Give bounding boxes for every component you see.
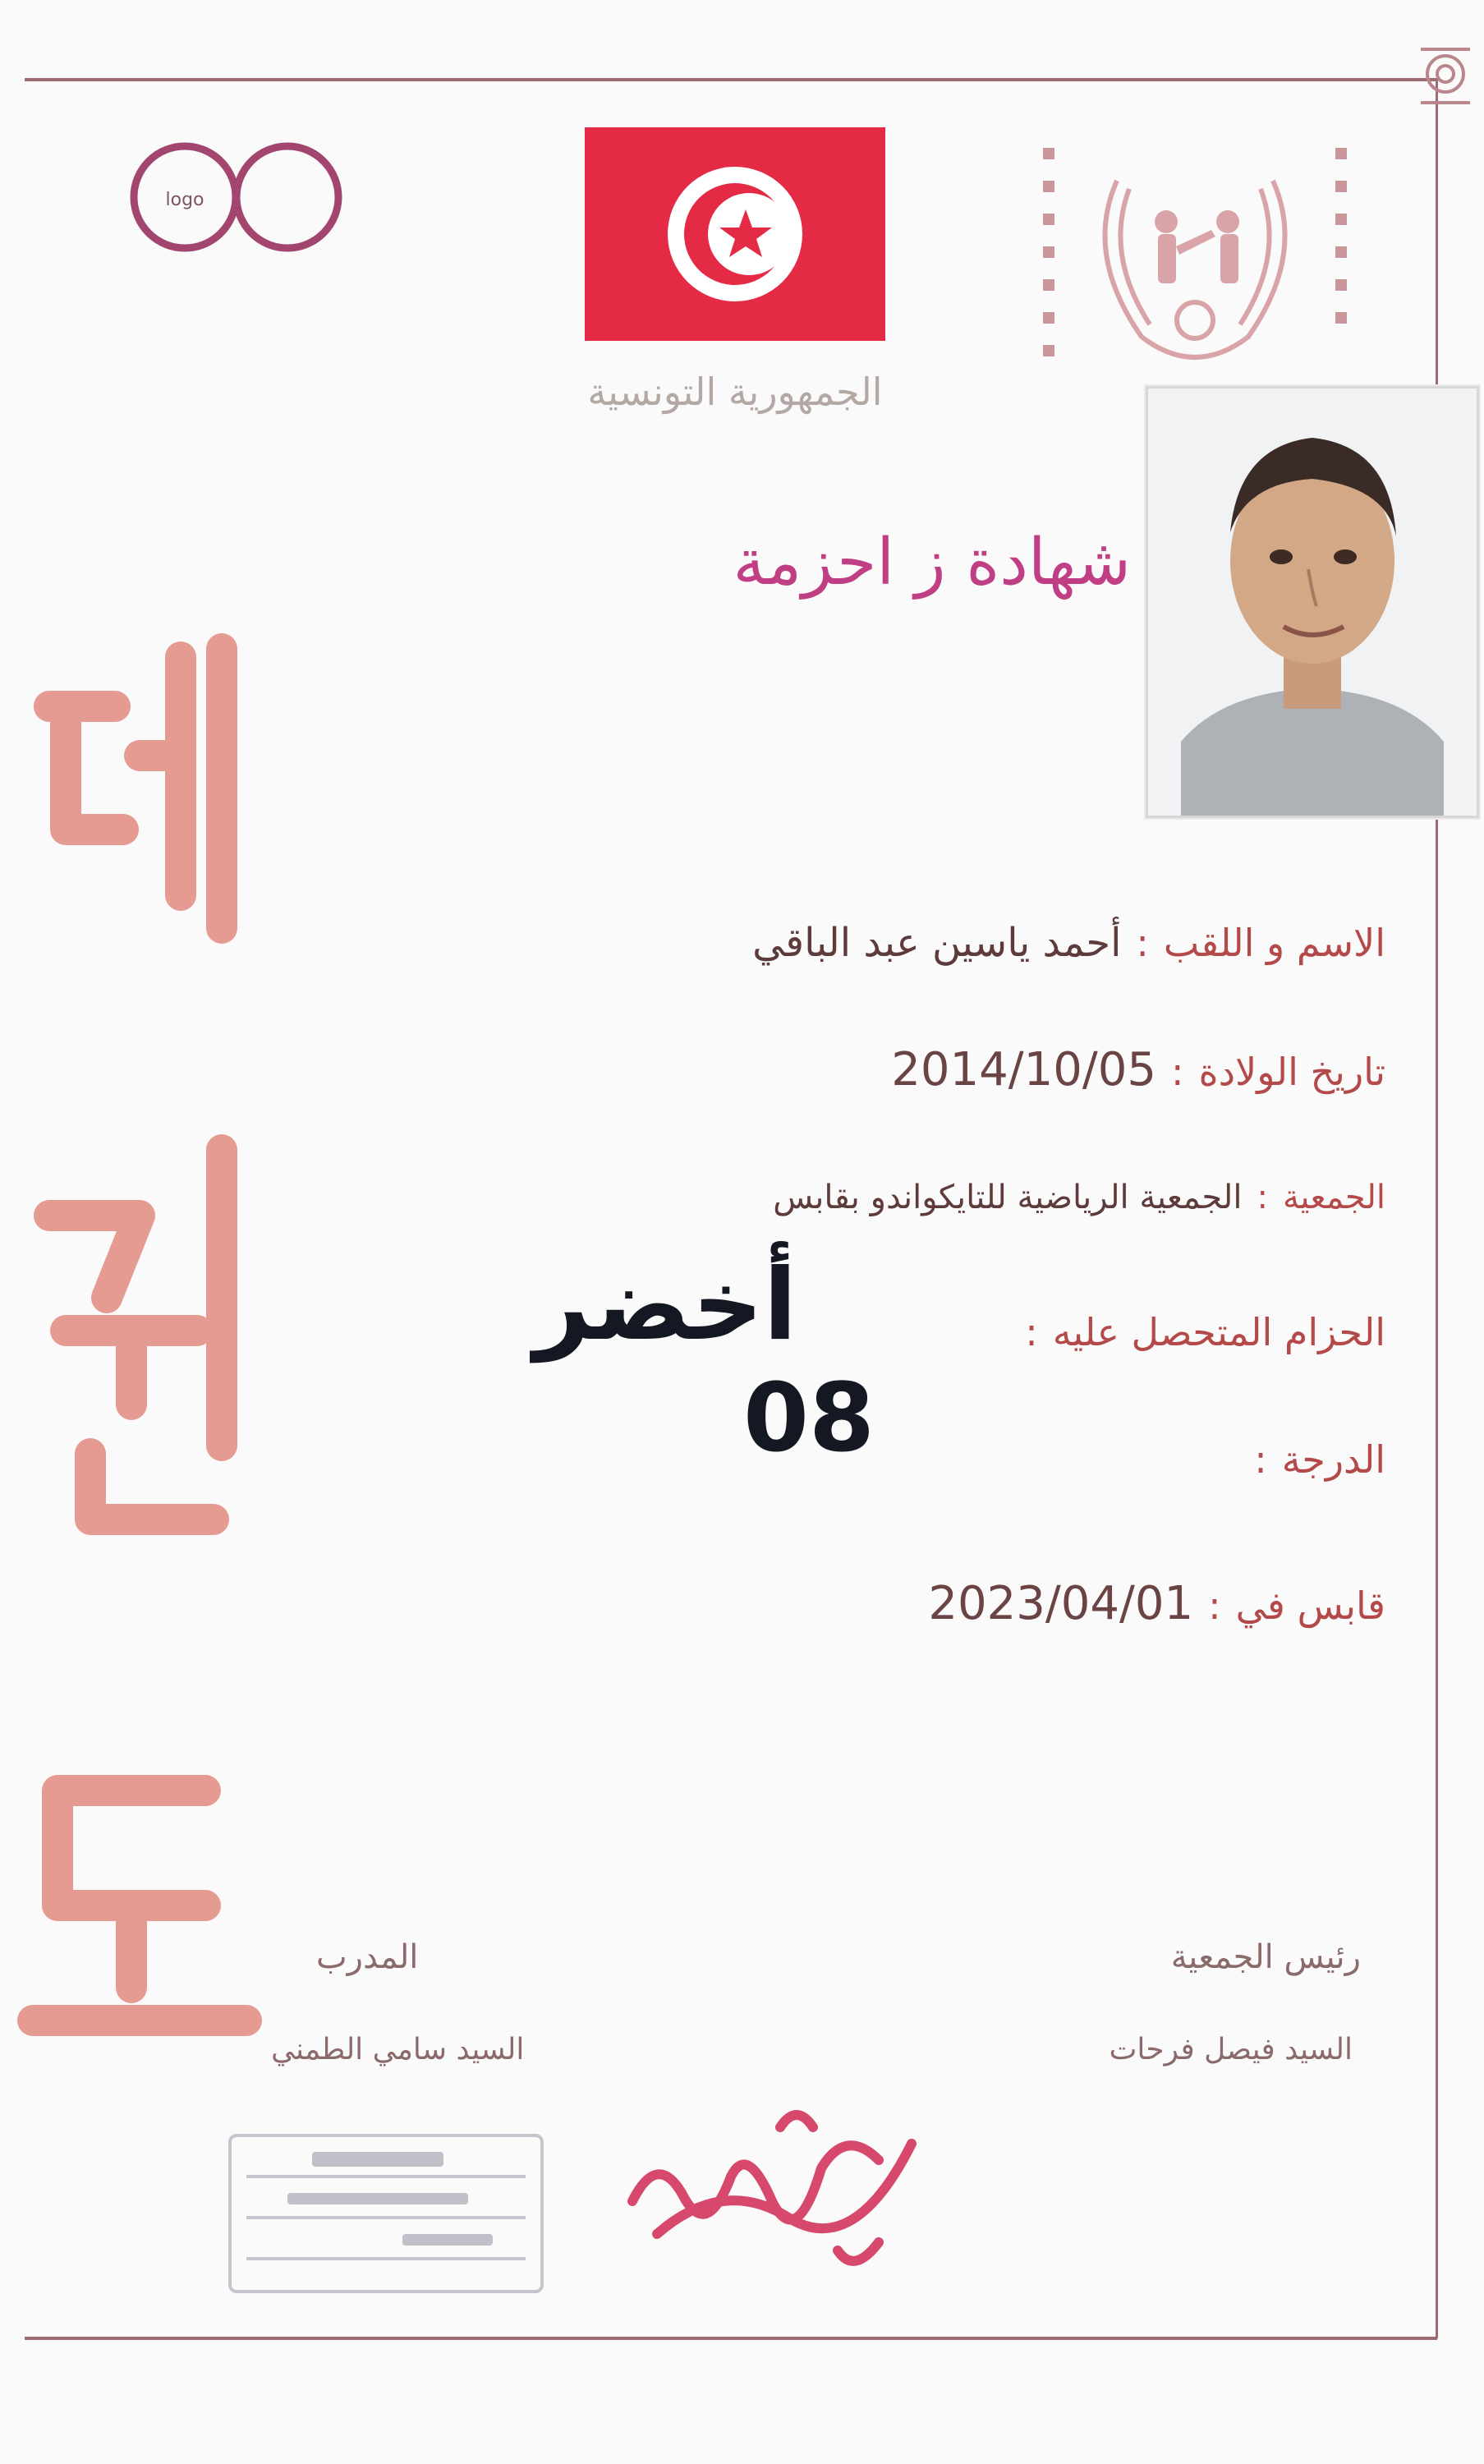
field-belt-label: الحزام المتحصل عليه [1052, 1310, 1385, 1354]
field-belt-value: أخضر [534, 1248, 797, 1363]
tunisia-flag [585, 127, 885, 341]
field-birthdate-label: تاريخ الولادة [1198, 1050, 1385, 1094]
field-name-value: أحمد ياسين عبد الباقي [752, 920, 1122, 966]
field-place-date-label: قابس في [1235, 1584, 1385, 1628]
field-birthdate [891, 1043, 1385, 1096]
colon: : [1136, 921, 1149, 965]
field-place-date-value: 2023/04/01 [928, 1577, 1194, 1630]
taekwondo-federation-emblem-icon [1027, 131, 1363, 394]
field-club-value: الجمعية الرياضية للتايكواندو بقابس [773, 1179, 1243, 1216]
bottom-border-rule [25, 2337, 1437, 2340]
svg-text:logo: logo [165, 190, 204, 210]
colon: : [1170, 1050, 1184, 1094]
president-title: رئيس الجمعية [1170, 1938, 1361, 1976]
coach-title: المدرب [316, 1938, 419, 1976]
official-stamp [214, 2127, 558, 2300]
colon: : [1025, 1310, 1038, 1354]
field-belt [1010, 1310, 1385, 1354]
field-grade-value: 08 [743, 1363, 875, 1473]
student-photo [1146, 386, 1479, 818]
field-name-label: الاسم و اللقب [1163, 921, 1385, 965]
field-grade [1239, 1437, 1385, 1482]
certificate-title: شهادة ز احزمة [733, 526, 1131, 600]
top-border-rule [25, 78, 1437, 81]
field-birthdate-value: 2014/10/05 [891, 1043, 1156, 1096]
portrait-image [1148, 388, 1477, 816]
coach-name: السيد سامي الطمني [271, 2033, 525, 2066]
colon: : [1254, 1437, 1267, 1482]
president-name: السيد فيصل فرحات [1109, 2033, 1353, 2066]
field-club [773, 1179, 1385, 1216]
field-grade-label: الدرجة [1281, 1437, 1385, 1482]
taekwondo-korean-calligraphy [16, 624, 263, 2144]
field-name [752, 920, 1385, 966]
corner-ornament-icon [1413, 33, 1478, 123]
signature-scribble [608, 2078, 936, 2292]
olympic-rings-icon [115, 131, 353, 263]
field-place-date [928, 1577, 1385, 1630]
field-club-label: الجمعية [1282, 1179, 1385, 1216]
colon: : [1208, 1584, 1221, 1628]
republic-title: الجمهورية التونسية [587, 370, 883, 414]
colon: : [1257, 1179, 1268, 1216]
